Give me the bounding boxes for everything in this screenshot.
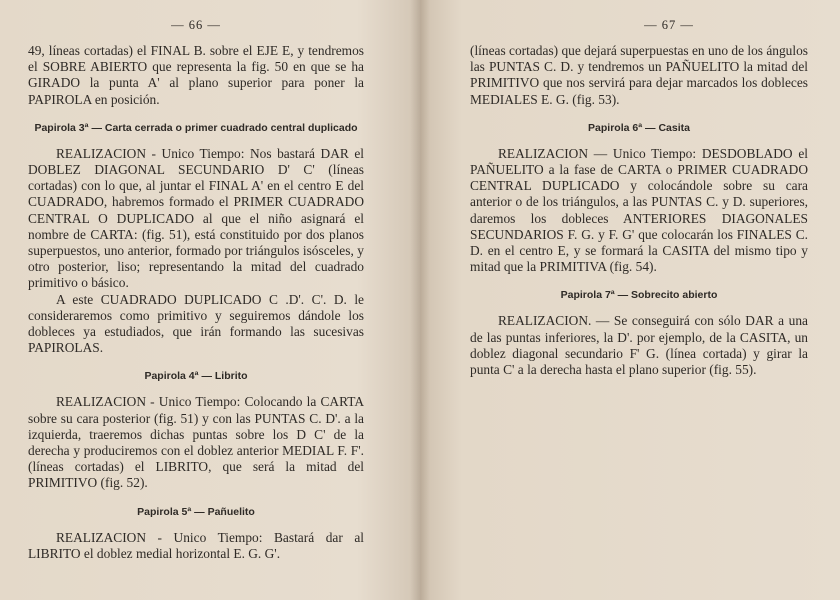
- paragraph: 49, líneas cortadas) el FINAL B. sobre el EJE E, y tendremos el SOBRE ABIERTO que representa la fig. 50 en que se ha GIRADO la punta A' al plano superior para poner la PAPIROLA en posición.: [28, 43, 364, 107]
- paragraph: A este CUADRADO DUPLICADO C .D'. C'. D. le consideraremos como primitivo y seguiremos dándole los dobleces ya estudiados, que irán formando las sucesivas PAPIROLAS.: [28, 291, 364, 356]
- section-heading: Papirola 7ª — Sobrecito abierto: [560, 289, 718, 302]
- paragraph: REALIZACION - Unico Tiempo: Bastará dar al LIBRITO el doblez medial horizontal E. G. G'.: [28, 529, 364, 561]
- paragraph: REALIZACION — Unico Tiempo: DESDOBLADO el PAÑUELITO a la fase de CARTA o PRIMER CUADRADO CENTRAL DUPLICADO y colocándole sobre su cara anterior o de los triángulos, a las PUNTAS C. y D. superiores, daremos los dobleces ANTERIORES DIAGONALES SECUNDARIOS F. G. y F. G' que colocarán los FINALES C. D. en el centro E, y se formará la CASITA del mismo tipo y mitad que la PRIMITIVA (fig. 54).: [470, 145, 808, 275]
- paragraph: REALIZACION. — Se conseguirá con sólo DAR a una de las puntas inferiores, la D'. por ejemplo, de la CASITA, un doblez diagonal secundario F' G. (línea cortada) y girar la punta C' a la derecha hasta el plano superior (fig. 55).: [470, 313, 808, 378]
- right-page: [420, 0, 840, 600]
- section-heading: Papirola 6ª — Casita: [588, 121, 690, 134]
- page-number: — 67 —: [644, 18, 694, 32]
- book-gutter: [410, 0, 430, 600]
- paragraph: REALIZACION - Unico Tiempo: Nos bastará DAR el DOBLEZ DIAGONAL SECUNDARIO D' C' (líneas cortadas) con lo que, al juntar el FINAL A' en el centro E del CUADRADO, habremos formado el PRIMER CUADRADO CENTRAL O DUPLICADO al que el niño asignará el nombre de CARTA: (fig. 51), está constituido por dos planos superpuestos, uno anterior, formado por triángulos isósceles, y otro posterior, liso; representando la mitad del cuadrado primitivo o básico.: [28, 145, 364, 291]
- paragraph: REALIZACION - Unico Tiempo: Colocando la CARTA sobre su cara posterior (fig. 51) y con las PUNTAS C. D'. a la izquierda, traeremos dichas puntas sobre los D C' de la derecha y produciremos con el doblez anterior MEDIAL F. F'. (líneas cortadas) el LIBRITO, que será la mitad del PRIMITIVO (fig. 52).: [28, 394, 364, 491]
- page-number: — 66 —: [171, 18, 221, 32]
- section-heading: Papirola 4ª — Librito: [144, 370, 248, 383]
- paragraph: (líneas cortadas) que dejará superpuestas en uno de los ángulos las PUNTAS C. D. y tendremos un PAÑUELITO la mitad del PRIMITIVO que nos servirá para dejar marcados los dobleces MEDIALES E. G. (fig. 53).: [470, 43, 809, 107]
- section-heading: Papirola 3ª — Carta cerrada o primer cuadrado central duplicado: [34, 121, 358, 134]
- section-heading: Papirola 5ª — Pañuelito: [137, 505, 255, 518]
